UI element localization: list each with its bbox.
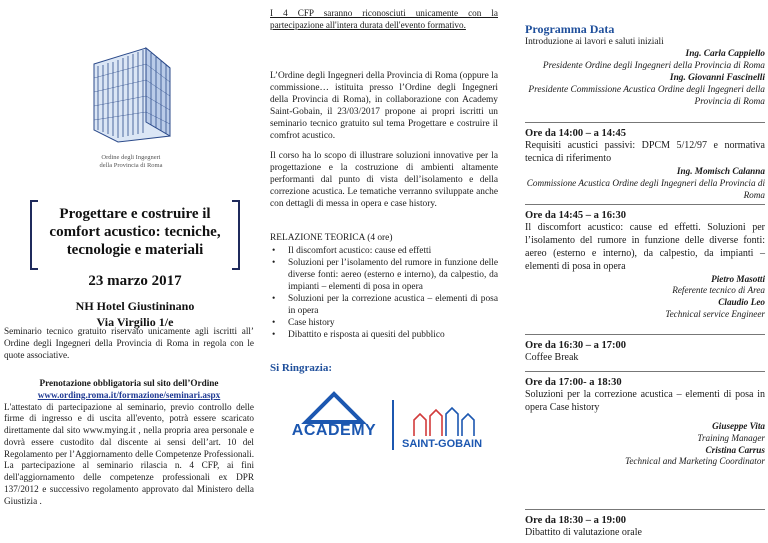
speaker-name: Claudio Leo [718,297,765,308]
speaker-name: Giuseppe Vita [712,421,765,432]
registration-link[interactable]: www.ording.roma.it/formazione/seminari.aspx [37,389,221,400]
seminar-eligibility-note: Seminario tecnico gratuito riservato unicamente agli iscritti all’ Ordine degli Ingegneri della Provincia di Roma in regola con le quote associative. [4,326,254,360]
speaker-role: Technical and Marketing Coordinator [625,456,765,467]
ordine-building-logo-icon [88,44,176,144]
program-title: Programma Data [525,22,615,36]
speaker-name: Ing. Carla Cappiello [685,49,765,60]
venue-address: Via Virgilio 1/e [96,315,174,330]
logo-caption-line2: della Provincia di Roma [99,162,163,170]
speaker-name: Cristina Carrus [705,444,765,455]
intro-paragraph: L’Ordine degli Ingegneri della Provincia di Roma (oppure la commissione… istituita presso l’Ordine degli Ingegneri della Provincia di Roma), in collaborazione con Academy Saint-Gobain, il 23/03/2017 propone ai propri iscritti un seminario tecnico gratuito sul tema Progettare e costruire il comfrot acustico. [270,71,498,142]
speaker-role: Technical service Engineer [665,308,765,319]
registration-body: L'attestato di partecipazione al seminario, previo controllo delle firme di ingresso e di uscita all'evento, potrà essere scaricato direttamente dal sito www.mying.it , nella propria area personale e dovrà essere custodito dal discente ai sensi dell’art. 10 del Regolamento per l’Aggiornamento delle Competenze Professionali. La partecipazione al seminario rilascia n. 4 CFP, ai fini dell'aggiornamento delle competenze professionali ex DPR 137/2012 e successivo regolamento approvato dal Ministero della Giustizia . [4,401,254,506]
logo-divider [392,400,394,450]
session-block [525,371,765,468]
session-speakers [525,274,765,321]
venue-name: NH Hotel Giustininano [75,299,195,313]
speaker-role: Presidente Ordine degli Ingegneri della Provincia di Roma [542,61,765,72]
speaker-name: Ing. Momisch Calanna [676,166,765,177]
session-text: Dibattito di valutazione orale [525,527,642,539]
logo-caption [66,154,196,170]
cfp-note: I 4 CFP saranno riconosciuti unicamente con la partecipazione all'intera durata dell'evento formativo. [270,8,498,30]
intro-speakers [525,48,765,108]
relazione-item: • Soluzioni per l’isolamento del rumore in funzione delle diverse fonti: aereo (esterno e interno), da calpestio, da impianti – elementi di posa in opera [270,257,498,293]
session-block [525,509,765,540]
relazione-item: • Soluzioni per la correzione acustica – elementi di posa in opera [270,293,498,317]
session-text: Soluzioni per la correzione acustica – elementi di posa in opera Case history [525,389,765,414]
speaker-role: Commissione Acustica Ordine degli Ingegneri della Provincia di Roma [526,177,765,200]
right-bracket [232,200,240,270]
event-date: 23 marzo 2017 [88,273,182,289]
relazione-list [270,245,498,341]
academy-logo-text: ACADEMY [291,422,377,439]
left-bracket [30,200,38,270]
speaker-role: Referente tecnico di Area [672,285,765,296]
session-text: Il discomfort acustico: cause ed effetti. Soluzioni per l’isolamento del rumore in funzione delle diverse fonti: aereo (esterno e interno), da calpestio, da impianti – elementi di posa in opera [525,222,765,272]
session-time: Ore da 17:00- a 18:30 [525,377,622,388]
thanks-heading: Si Ringrazia: [270,362,333,374]
middle-column [270,0,510,543]
session-speakers [525,166,765,201]
course-description: Il corso ha lo scopo di illustrare soluzioni innovative per la progettazione e la costruzione di ambienti altamente performanti dal punto di vista dell’isolamento e della correzione acustica. Le tematiche verranno sviluppate anche con dettagli di messa in opera e case history. [270,151,498,210]
left-column [0,0,256,543]
relazione-item: • Il discomfort acustico: cause ed effetti [270,245,498,257]
registration-info [4,378,254,507]
logo-caption-line1: Ordine degli Ingegneri [101,154,161,161]
speaker-role: Training Manager [697,432,765,443]
program-intro-text: Introduzione ai lavori e saluti iniziali [525,37,664,47]
session-speakers [525,421,765,468]
session-block [525,122,765,201]
session-block [525,204,765,321]
session-time: Ore da 14:45 – a 16:30 [525,210,627,221]
event-title: Progettare e costruire il comfort acustico: tecniche, tecnologie e materiali [49,206,221,258]
session-text: Coffee Break [525,352,579,364]
speaker-role: Presidente Commissione Acustica Ordine degli Ingegneri della Provincia di Roma [528,85,765,108]
right-column [525,0,765,543]
sponsor-logos [288,388,488,458]
saint-gobain-logo-text: SAINT-GOBAIN [402,438,483,450]
session-time: Ore da 14:00 – a 14:45 [525,128,627,139]
registration-heading: Prenotazione obbligatoria sul sito dell’Ordine [39,378,219,388]
relazione-teorica [270,232,498,341]
relazione-title: RELAZIONE TEORICA (4 ore) [270,233,393,243]
speaker-name: Ing. Giovanni Fascinelli [669,73,765,84]
session-time: Ore da 18:30 – a 19:00 [525,515,627,526]
relazione-item: • Dibattito e risposta ai quesiti del pubblico [270,329,498,341]
session-text: Requisiti acustici passivi: DPCM 5/12/97 e normativa tecnica di riferimento [525,140,765,165]
program-intro [525,36,765,108]
session-time: Ore da 16:30 – a 17:00 [525,340,627,351]
session-block [525,334,765,365]
relazione-item: • Case history [270,317,498,329]
speaker-name: Pietro Masotti [711,273,765,284]
